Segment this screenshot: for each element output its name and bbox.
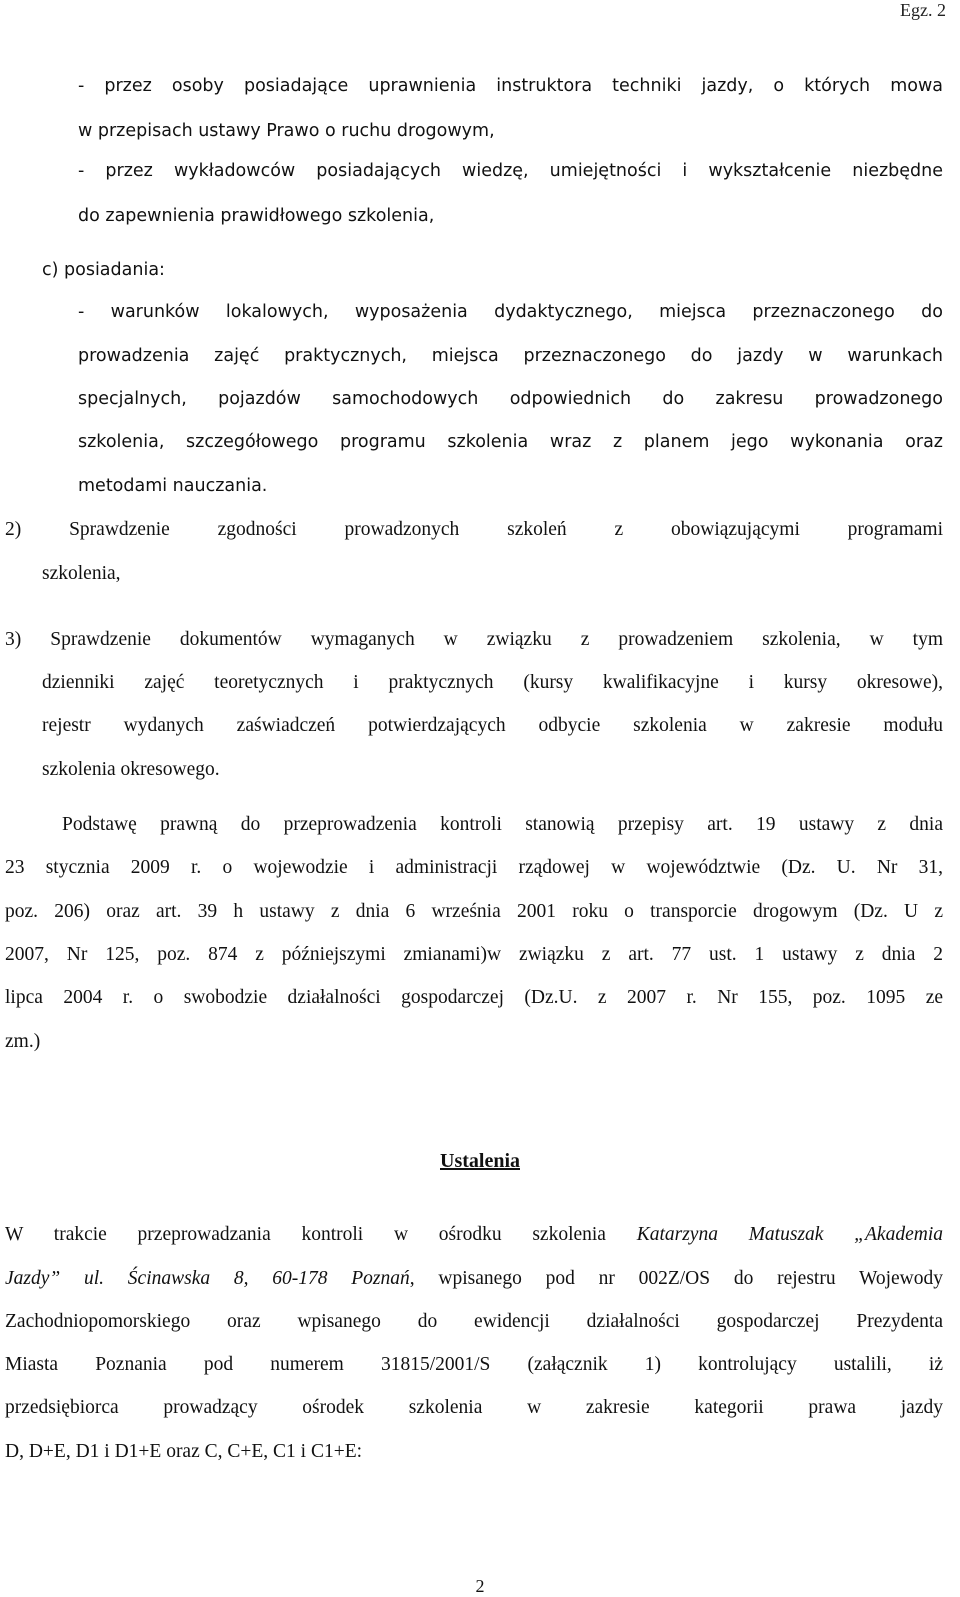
text-line: w przepisach ustawy Prawo o ruchu drogowym, — [78, 121, 495, 141]
text-line: Podstawę prawną do przeprowadzenia kontroli stanowią przepisy art. 19 ustawy z dnia — [62, 814, 943, 835]
page-number: 2 — [475, 1576, 485, 1596]
text-line: Miasta Poznania pod numerem 31815/2001/S (załącznik 1) kontrolujący ustalili, iż — [5, 1354, 943, 1375]
text-line: specjalnych, pojazdów samochodowych odpowiednich do zakresu prowadzonego — [78, 389, 943, 409]
text-line: Zachodniopomorskiego oraz wpisanego do ewidencji działalności gospodarczej Prezydenta — [5, 1311, 943, 1332]
text-line: szkolenia, — [42, 563, 121, 584]
text-line: prowadzenia zajęć praktycznych, miejsca przeznaczonego do jazdy w warunkach — [78, 346, 943, 366]
text-line: 23 stycznia 2009 r. o wojewodzie i administracji rządowej w województwie (Dz. U. Nr 31, — [5, 857, 943, 878]
text-line: poz. 206) oraz art. 39 h ustawy z dnia 6 września 2001 roku o transporcie drogowym (Dz. U z — [5, 901, 943, 922]
text-line: szkolenia, szczegółowego programu szkolenia wraz z planem jego wykonania oraz — [78, 432, 943, 452]
text-line: - przez wykładowców posiadających wiedzę, umiejętności i wykształcenie niezbędne — [78, 161, 943, 181]
text-line: 2007, Nr 125, poz. 874 z późniejszymi zmianami)w związku z art. 77 ust. 1 ustawy z dnia 2 — [5, 944, 943, 965]
text-line: W trakcie przeprowadzania kontroli w ośrodku szkolenia Katarzyna Matuszak „Akademia — [5, 1224, 943, 1245]
text-line: rejestr wydanych zaświadczeń potwierdzających odbycie szkolenia w zakresie modułu — [42, 715, 943, 736]
text-line: lipca 2004 r. o swobodzie działalności gospodarczej (Dz.U. z 2007 r. Nr 155, poz. 1095 ze — [5, 987, 943, 1008]
text-line: do zapewnienia prawidłowego szkolenia, — [78, 206, 435, 226]
section-heading: Ustalenia — [440, 1150, 520, 1172]
text-line: metodami nauczania. — [78, 476, 268, 496]
text-line: - przez osoby posiadające uprawnienia instruktora techniki jazdy, o których mowa — [78, 76, 943, 96]
text-line: D, D+E, D1 i D1+E oraz C, C+E, C1 i C1+E: — [5, 1441, 363, 1462]
text-line: 2) Sprawdzenie zgodności prowadzonych szkoleń z obowiązującymi programami — [5, 519, 943, 540]
text-line: przedsiębiorca prowadzący ośrodek szkolenia w zakresie kategorii prawa jazdy — [5, 1397, 943, 1418]
text-line: Jazdy” ul. Ścinawska 8, 60-178 Poznań, wpisanego pod nr 002Z/OS do rejestru Wojewody — [5, 1268, 943, 1289]
text-line: 3) Sprawdzenie dokumentów wymaganych w związku z prowadzeniem szkolenia, w tym — [5, 629, 943, 650]
text-line: zm.) — [5, 1031, 41, 1052]
text-line: szkolenia okresowego. — [42, 759, 220, 780]
text-line: - warunków lokalowych, wyposażenia dydaktycznego, miejsca przeznaczonego do — [78, 302, 943, 322]
text-line: dzienniki zajęć teoretycznych i praktycznych (kursy kwalifikacyjne i kursy okresowe), — [42, 672, 943, 693]
section-title: c) posiadania: — [42, 260, 165, 280]
copy-label: Egz. 2 — [900, 0, 946, 20]
